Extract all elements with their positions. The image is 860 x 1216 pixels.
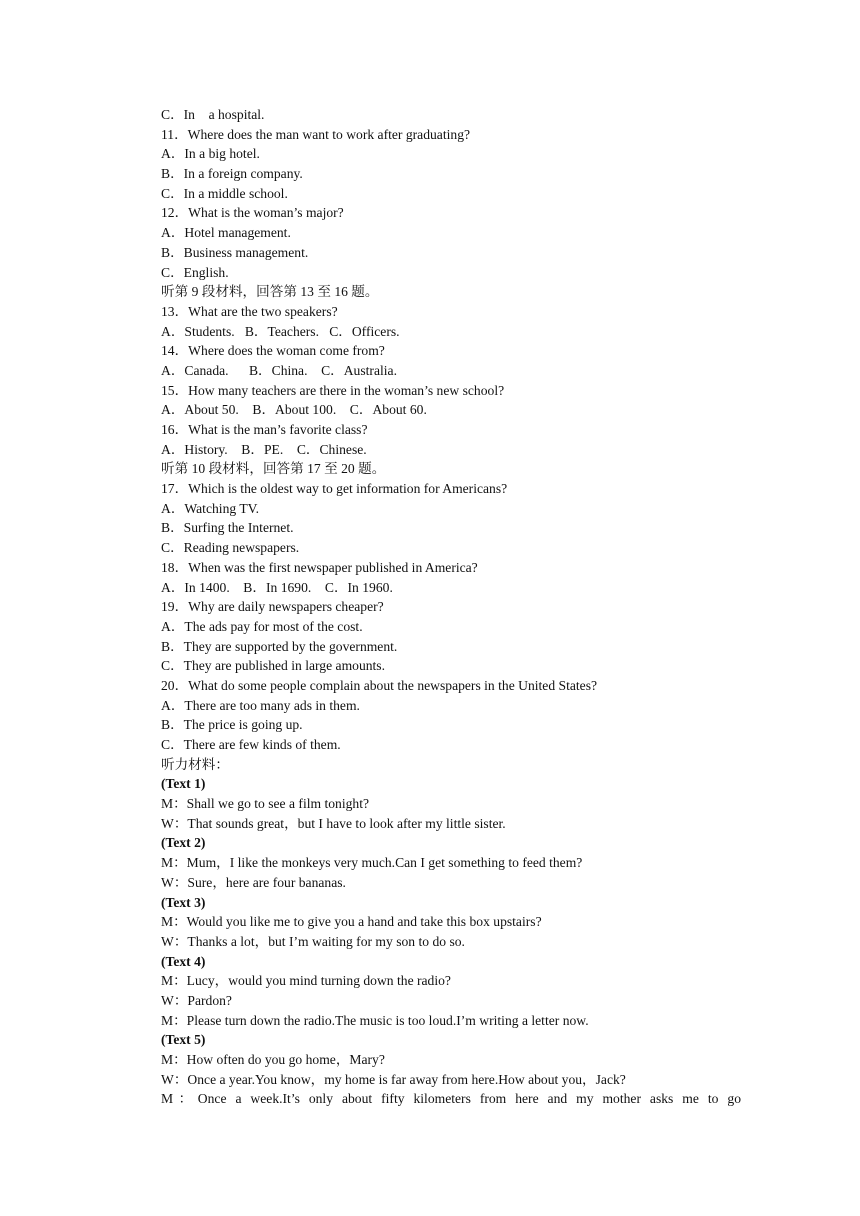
dialogue-line: W：That sounds great，but I have to look after my little sister. — [161, 815, 506, 831]
option-line: C．English. — [161, 264, 229, 280]
option-line: B．They are supported by the government. — [161, 638, 398, 654]
option-line: A．Canada. B．China. C．Australia. — [161, 362, 397, 378]
option-line: C．They are published in large amounts. — [161, 658, 385, 674]
question-line: 12．What is the woman’s major? — [161, 205, 344, 221]
option-line: A．About 50. B．About 100. C．About 60. — [161, 402, 427, 418]
transcript-heading: 听力材料： — [161, 756, 229, 772]
dialogue-line: W：Once a year.You know，my home is far away from here.How about you，Jack? — [161, 1071, 626, 1087]
option-line: A．History. B．PE. C．Chinese. — [161, 441, 367, 457]
question-line: 13．What are the two speakers? — [161, 303, 338, 319]
option-line: A．The ads pay for most of the cost. — [161, 618, 363, 634]
option-line: A．Watching TV. — [161, 500, 260, 516]
question-line: 15．How many teachers are there in the woman’s new school? — [161, 382, 505, 398]
dialogue-line: M：Mum，I like the monkeys very much.Can I get something to feed them? — [161, 855, 583, 871]
option-line: B．In a foreign company. — [161, 166, 303, 182]
text-label: (Text 3) — [161, 894, 206, 910]
dialogue-line: M：Shall we go to see a film tonight? — [161, 796, 370, 812]
dialogue-line: M：Lucy，would you mind turning down the radio? — [161, 973, 451, 989]
option-line: A．In a big hotel. — [161, 146, 260, 162]
section-instruction: 听第 10 段材料，回答第 17 至 20 题。 — [161, 461, 386, 477]
option-line: A．There are too many ads in them. — [161, 697, 360, 713]
dialogue-line: W：Pardon? — [161, 992, 232, 1008]
question-line: 18．When was the first newspaper published in America? — [161, 559, 478, 575]
option-line: B．The price is going up. — [161, 717, 303, 733]
question-line: 16．What is the man’s favorite class? — [161, 422, 368, 437]
dialogue-line: M：Would you like me to give you a hand and take this box upstairs? — [161, 914, 542, 930]
option-line: C．In a middle school. — [161, 185, 288, 201]
option-line: A．Students. B．Teachers. C．Officers. — [161, 323, 400, 339]
text-label: (Text 5) — [161, 1032, 206, 1048]
dialogue-line: W：Sure，here are four bananas. — [161, 874, 346, 890]
dialogue-line: W：Thanks a lot，but I’m waiting for my son to do so. — [161, 933, 465, 949]
document-body — [161, 105, 741, 1109]
text-label: (Text 4) — [161, 953, 206, 969]
text-line: C．In a hospital. — [161, 107, 265, 122]
option-line: C．There are few kinds of them. — [161, 737, 341, 752]
question-line: 17．Which is the oldest way to get information for Americans? — [161, 481, 508, 497]
option-line: A．In 1400. B．In 1690. C．In 1960. — [161, 579, 393, 595]
text-label: (Text 2) — [161, 835, 206, 851]
question-line: 11．Where does the man want to work after graduating? — [161, 126, 471, 142]
option-line: C．Reading newspapers. — [161, 540, 300, 556]
dialogue-line: M：How often do you go home，Mary? — [161, 1052, 385, 1067]
dialogue-line: M：Please turn down the radio.The music is too loud.I’m writing a letter now. — [161, 1012, 589, 1028]
question-line: 20．What do some people complain about the newspapers in the United States? — [161, 677, 598, 693]
option-line: B．Business management. — [161, 244, 309, 260]
question-line: 19．Why are daily newspapers cheaper? — [161, 599, 384, 615]
dialogue-line: M：Once a week.It’s only about fifty kilometers from here and my mother asks me to go — [161, 1091, 741, 1107]
question-line: 14．Where does the woman come from? — [161, 343, 385, 359]
text-label: (Text 1) — [161, 776, 206, 792]
option-line: B．Surfing the Internet. — [161, 520, 294, 536]
option-line: A．Hotel management. — [161, 225, 291, 241]
section-instruction: 听第 9 段材料，回答第 13 至 16 题。 — [161, 284, 379, 300]
